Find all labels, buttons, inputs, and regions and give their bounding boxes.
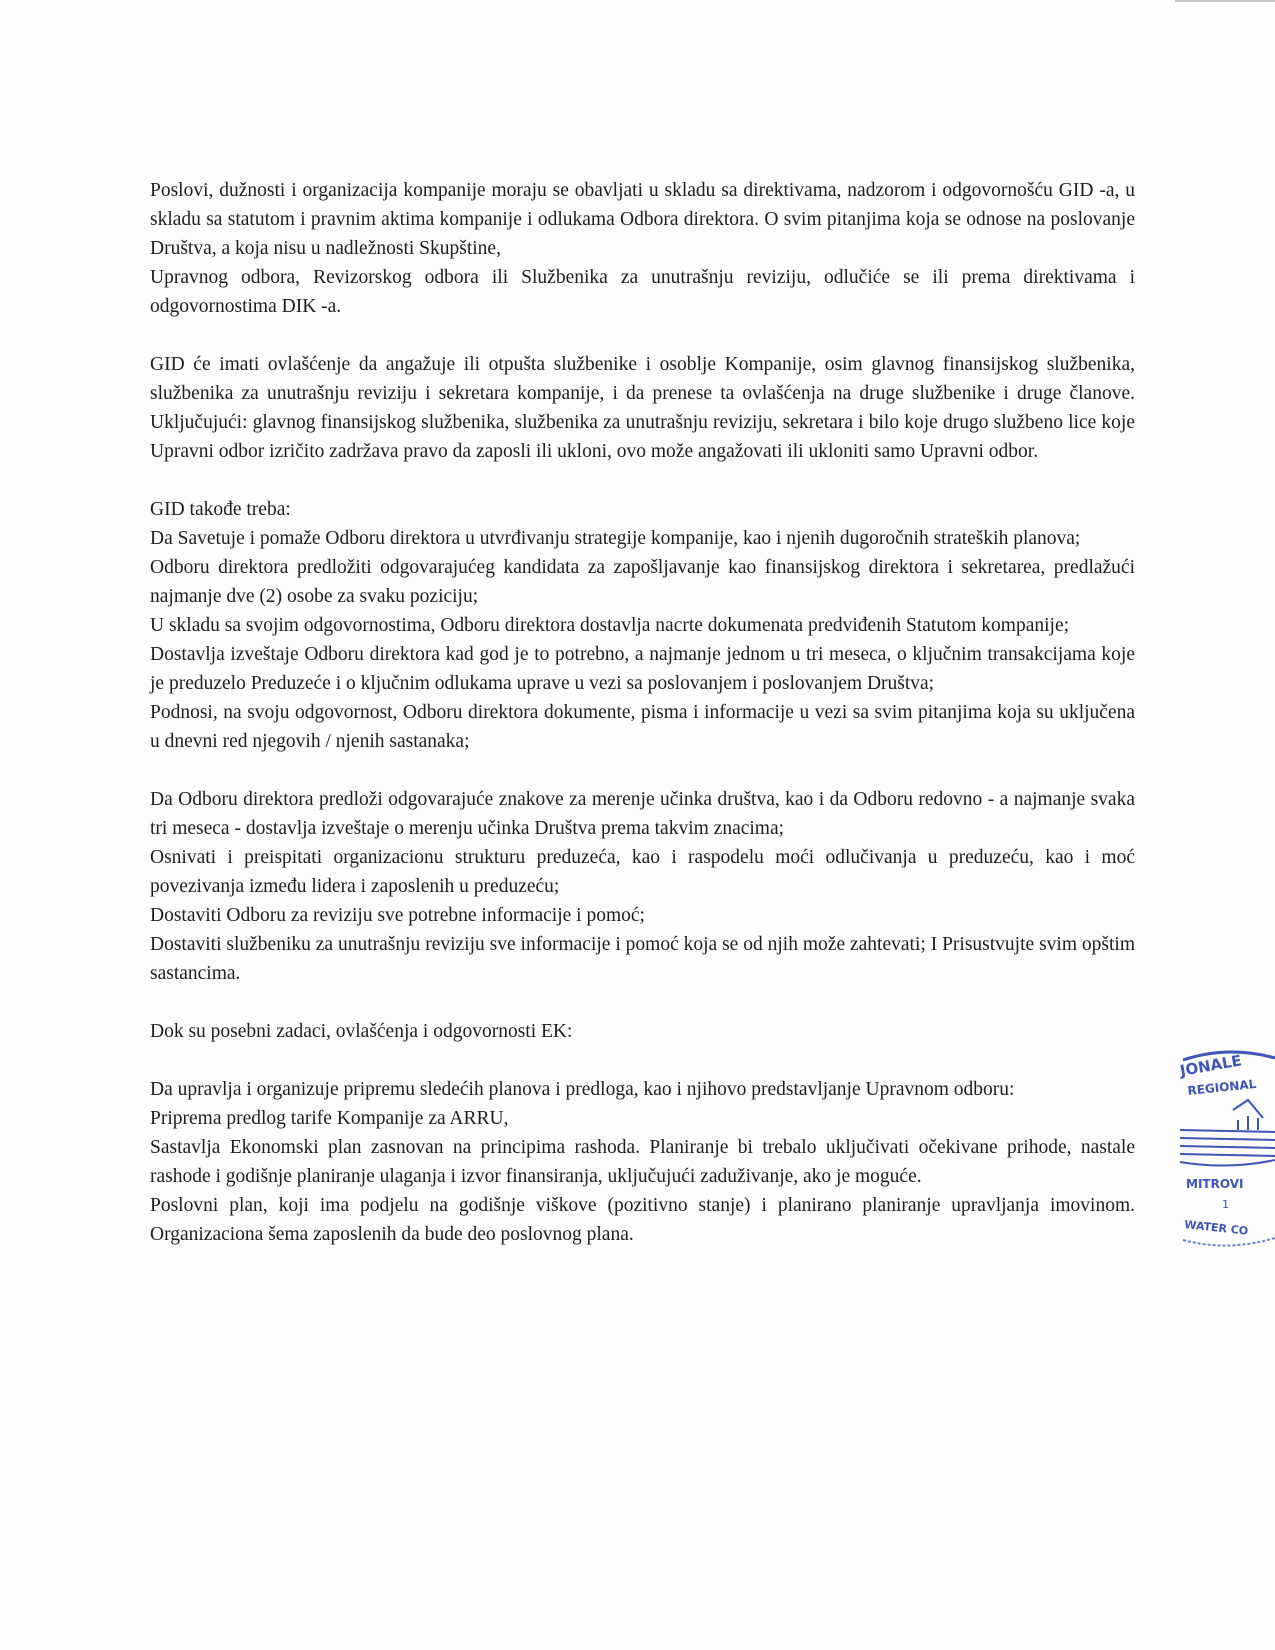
stamp-emblem <box>1180 1100 1275 1166</box>
paragraph-gap <box>150 466 1135 495</box>
paragraph: Poslovi, dužnosti i organizacija kompanije moraju se obavljati u skladu sa direktivama, nadzorom i odgovornošću GID -a, u skladu sa statutom i pravnim aktima kompanije i odlukama Odbora direktora. O svim pitanjima koja se odnose na poslovanje Društva, a koja nisu u nadležnosti Skupštine, <box>150 180 1135 259</box>
list-item: Sastavlja Ekonomski plan zasnovan na principima rashoda. Planiranje bi trebalo uključivati očekivane prihode, nastale rashode i godišnje planiranje ulaganja i izvor finansiranja, uključujući zaduživanje, ako je moguće. <box>150 1137 1135 1187</box>
list-item: Osnivati i preispitati organizacionu strukturu preduzeća, kao i raspodelu moći odlučivanja u preduzeću, kao i moć povezivanja između lidera i zaposlenih u preduzeću; <box>150 847 1135 897</box>
paragraph: Dok su posebni zadaci, ovlašćenja i odgovornosti EK: <box>150 1021 573 1042</box>
scan-edge <box>1175 0 1275 2</box>
paragraph: Da upravlja i organizuje pripremu sledećih planova i predloga, kao i njihovo predstavljanje Upravnom odboru: <box>150 1079 1015 1100</box>
document-body <box>150 176 1135 1249</box>
list-item: Da Odboru direktora predloži odgovarajuće znakove za merenje učinka društva, kao i da Odboru redovno - a najmanje svaka tri meseca - dostavlja izveštaje o merenju učinka Društva prema takvim znacima; <box>150 789 1135 839</box>
list-item: Poslovni plan, koji ima podjelu na godišnje viškove (pozitivno stanje) i planirano planiranje upravljanja imovinom. Organizaciona šema zaposlenih da bude deo poslovnog plana. <box>150 1195 1135 1245</box>
paragraph-gap <box>150 756 1135 785</box>
list-item: Odboru direktora predložiti odgovarajućeg kandidata za zapošljavanje kao finansijskog direktora i sekretarea, predlažući najmanje dve (2) osobe za svaku poziciju; <box>150 557 1135 607</box>
stamp-text-4: WATER CO <box>1183 1218 1249 1238</box>
list-item: Da Savetuje i pomaže Odboru direktora u utvrđivanju strategije kompanije, kao i njenih dugoročnih strateških planova; <box>150 528 1081 549</box>
stamp-graphic <box>1178 1040 1275 1280</box>
list-item: Priprema predlog tarife Kompanije za ARRU, <box>150 1108 509 1129</box>
list-item: Podnosi, na svoju odgovornost, Odboru direktora dokumente, pisma i informacije u vezi sa svim pitanjima koja su uključena u dnevni red njegovih / njenih sastanaka; <box>150 702 1135 752</box>
list-item: U skladu sa svojim odgovornostima, Odboru direktora dostavlja nacrte dokumenata predviđenih Statutom kompanije; <box>150 615 1070 636</box>
paragraph: GID će imati ovlašćenje da angažuje ili otpušta službenike i osoblje Kompanije, osim glavnog finansijskog službenika, službenika za unutrašnju reviziju i sekretara kompanije, i da prenese ta ovlašćenja na druge službenike i druge članove. Uključujući: glavnog finansijskog službenika, službenika za unutrašnju reviziju, sekretara i bilo koje drugo službeno lice koje Upravni odbor izričito zadržava pravo da zaposli ili ukloni, ovo može angažovati ili ukloniti samo Upravni odbor. <box>150 354 1135 462</box>
stamp-dot: 1 <box>1222 1198 1229 1211</box>
paragraph: Upravnog odbora, Revizorskog odbora ili Službenika za unutrašnju reviziju, odlučiće se ili prema direktivama i odgovornostima DIK -a. <box>150 267 1135 317</box>
company-stamp <box>1178 1040 1275 1280</box>
paragraph-gap <box>150 321 1135 350</box>
paragraph-gap <box>150 988 1135 1017</box>
list-item: Dostaviti službeniku za unutrašnju reviziju sve informacije i pomoć koja se od njih može zahtevati; I Prisustvujte svim opštim sastancima. <box>150 934 1135 984</box>
paragraph-gap <box>150 1046 1135 1075</box>
list-item: Dostaviti Odboru za reviziju sve potrebne informacije i pomoć; <box>150 905 645 926</box>
stamp-text-3: MITROVI <box>1186 1177 1244 1191</box>
list-item: Dostavlja izveštaje Odboru direktora kad god je to potrebno, a najmanje jednom u tri meseca, o ključnim transakcijama koje je preduzelo Preduzeće i o ključnim odlukama uprave u vezi sa poslovanjem i poslovanjem Društva; <box>150 644 1135 694</box>
paragraph: GID takođe treba: <box>150 499 291 520</box>
stamp-text-2: REGIONAL <box>1186 1076 1257 1098</box>
stamp-text-1: JONALE <box>1178 1051 1244 1080</box>
